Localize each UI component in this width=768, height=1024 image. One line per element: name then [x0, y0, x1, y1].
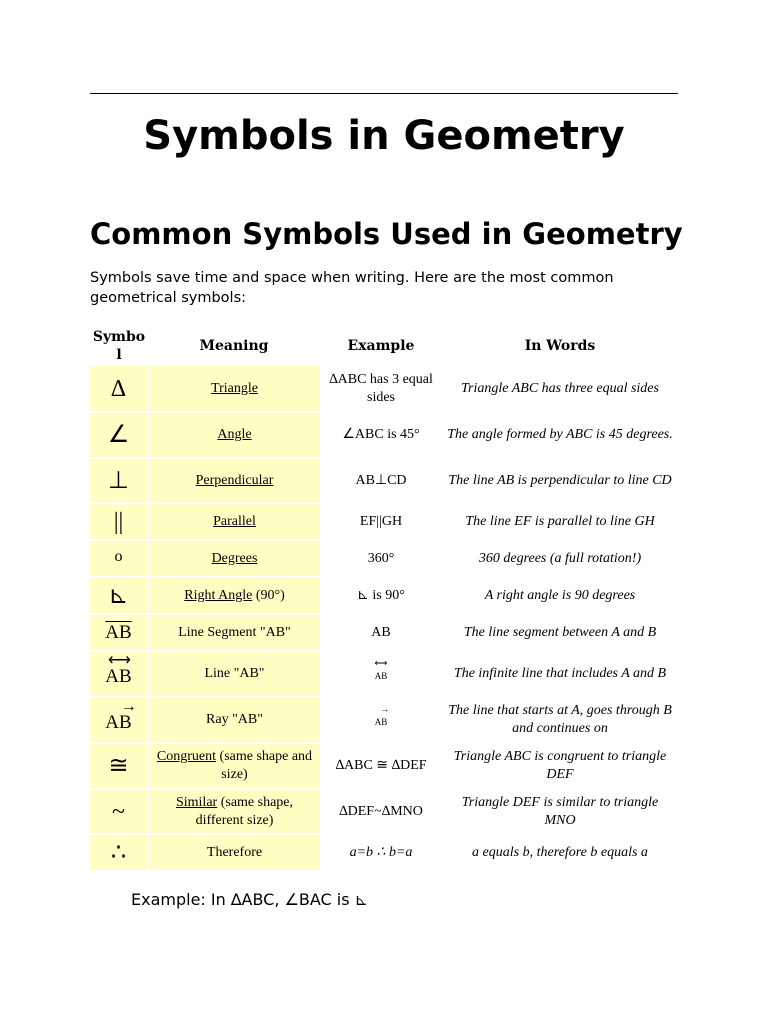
example-cell: ⊾ is 90° [320, 577, 442, 614]
double-arrow-icon: ⟷ [374, 658, 388, 668]
table-row [90, 743, 678, 789]
table-row [90, 697, 678, 743]
example-cell: ∠ABC is 45° [320, 412, 442, 458]
ray-example-symbol: → AB [374, 704, 390, 727]
in-words-cell: Triangle ABC has three equal sides [442, 366, 678, 412]
intro-paragraph: Symbols save time and space when writing. Here are the most common geometrical symbols: [90, 270, 614, 306]
meaning-extra: (same shape, different size) [195, 794, 294, 828]
meaning-cell: Line Segment "AB" [148, 614, 320, 651]
table-row [90, 577, 678, 614]
line-segment-symbol: $\overline{AB}$ [105, 621, 132, 643]
perpendicular-symbol: ⊥ [90, 458, 148, 503]
meaning-link-congruent[interactable]: Congruent [156, 749, 217, 764]
meaning-link-parallel[interactable]: Parallel [213, 513, 256, 529]
header-example: Example [347, 338, 415, 354]
example-cell: ∆ABC has 3 equal sides [320, 366, 442, 412]
top-divider [90, 93, 678, 94]
angle-symbol: ∠ [90, 412, 148, 458]
meaning-cell: Therefore [148, 834, 320, 871]
right-angle-symbol: ⊾ [90, 577, 148, 614]
in-words-cell: The angle formed by ABC is 45 degrees. [442, 412, 678, 458]
example-cell: 360° [320, 540, 442, 577]
ray-symbol: → AB [105, 706, 131, 735]
in-words-cell: The line AB is perpendicular to line CD [442, 458, 678, 503]
right-arrow-icon: → [120, 697, 135, 715]
symbols-table [90, 326, 678, 872]
in-words-cell: A right angle is 90 degrees [442, 577, 678, 614]
table-header-row [90, 326, 678, 366]
table-row [90, 614, 678, 651]
header-in-words: In Words [524, 338, 596, 354]
table-row [90, 458, 678, 503]
meaning-cell: Line "AB" [148, 651, 320, 697]
meaning-link-perpendicular[interactable]: Perpendicular [195, 472, 274, 488]
example-cell: ∆ABC ≅ ∆DEF [320, 743, 442, 789]
page-title: Symbols in Geometry [143, 113, 625, 159]
table-row [90, 503, 678, 540]
similar-symbol: ~ [90, 789, 148, 834]
meaning-link-triangle[interactable]: Triangle [211, 380, 258, 396]
meaning-cell: Ray "AB" [148, 697, 320, 743]
example-cell: EF||GH [320, 503, 442, 540]
in-words-cell: The line segment between A and B [442, 614, 678, 651]
header-meaning: Meaning [199, 338, 269, 354]
in-words-cell: a equals b, therefore b equals a [442, 834, 678, 871]
table-row [90, 834, 678, 871]
table-row [90, 789, 678, 834]
meaning-extra: (90°) [252, 587, 285, 603]
table-row [90, 540, 678, 577]
table-row [90, 366, 678, 412]
in-words-cell: 360 degrees (a full rotation!) [442, 540, 678, 577]
in-words-cell: The line EF is parallel to line GH [442, 503, 678, 540]
example-cell: a=b ∴ b=a [320, 834, 442, 871]
meaning-extra: (same shape and size) [216, 749, 313, 782]
parallel-symbol: || [90, 503, 148, 540]
therefore-symbol: ∴ [90, 834, 148, 871]
example-cell: AB⊥CD [320, 458, 442, 503]
meaning-link-degrees[interactable]: Degrees [211, 550, 258, 566]
line-example-symbol: ⟷ AB [374, 658, 388, 681]
line-symbol: ⟷ AB [105, 660, 131, 689]
meaning-link-right-angle[interactable]: Right Angle [184, 587, 253, 603]
in-words-cell: The line that starts at A, goes through B and continues on [442, 697, 678, 743]
in-words-cell: Triangle ABC is congruent to triangle DEF [442, 743, 678, 789]
double-arrow-icon: ⟷ [108, 651, 129, 669]
table-row [90, 412, 678, 458]
example-cell: AB [320, 614, 442, 651]
in-words-cell: The infinite line that includes A and B [442, 651, 678, 697]
example-sentence: Example: In ∆ABC, ∠BAC is ⊾ [131, 890, 369, 909]
triangle-symbol: ∆ [90, 366, 148, 412]
example-cell: ∆DEF~∆MNO [320, 789, 442, 834]
meaning-link-angle[interactable]: Angle [217, 427, 252, 442]
meaning-link-similar[interactable]: Similar [175, 794, 218, 810]
degree-symbol: o [114, 548, 123, 565]
right-arrow-icon: → [380, 704, 390, 714]
in-words-cell: Triangle DEF is similar to triangle MNO [442, 789, 678, 834]
table-row [90, 651, 678, 697]
section-heading: Common Symbols Used in Geometry [90, 217, 683, 251]
header-symbol: Symbo l [92, 329, 146, 363]
congruent-symbol: ≅ [90, 743, 148, 789]
